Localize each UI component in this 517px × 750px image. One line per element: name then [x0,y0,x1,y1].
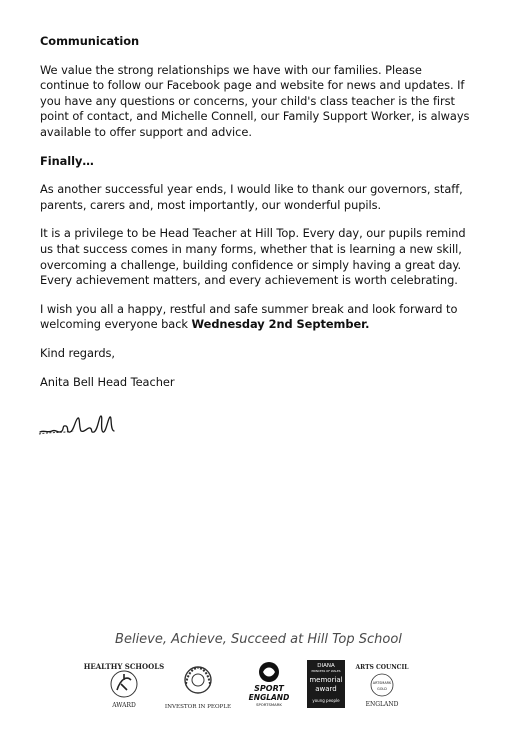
investor-in-people-logo-icon [160,660,236,712]
diana-line4-text: award [315,685,337,693]
healthy-schools-bottom-text: AWARD [112,702,136,709]
arts-middle1-text: ARTSMARK [372,681,392,685]
thanks-paragraph: As another successful year ends, I would like to thank our governors, staff, parents, carers and, most importantly, our wonderful pupils. [40,182,463,212]
privilege-paragraph: It is a privilege to be Head Teacher at Hill Top. Every day, our pupils remind us that success comes in many forms, whether that is learning a new skill, overcoming a challenge, building confidence or simply having a great day. Every achievement matters, and every achievement is worth celebrating. [40,226,466,288]
return-date: Wednesday 2nd September. [191,317,370,332]
summer-text: I wish you all a happy, restful and safe summer break and look forward to welcoming everyone back [40,301,458,332]
investor-text: INVESTOR IN PEOPLE [164,704,232,710]
summer-paragraph [40,302,470,333]
signature-icon [38,410,118,438]
diana-line1-text: DIANA [317,663,335,669]
communication-heading: Communication [40,34,140,48]
diana-line3-text: memorial [309,676,343,684]
healthy-schools-top-text: HEALTHY SCHOOLS [83,662,165,671]
communication-paragraph: We value the strong relationships we have with our families. Please continue to follow our Facebook page and website for news and updates. If you have any questions or concerns, your child's class teacher is the first point of contact, and Michelle Connell, our Family Support Worker, is always available to offer support and advice. [40,62,470,139]
school-motto: Believe, Achieve, Succeed at Hill Top School [115,632,402,647]
letter-body [40,34,470,403]
signoff-name: Anita Bell Head Teacher [40,374,175,389]
arts-middle2-text: GOLD [377,687,387,691]
diana-line2-text: PRINCESS OF WALES [311,669,341,673]
sport-line1-text: SPORT [254,684,284,693]
healthy-schools-logo-icon [83,660,165,712]
kind-regards: Kind regards, [40,345,115,360]
arts-bottom-text: ENGLAND [365,701,399,708]
sport-england-logo-icon [248,660,290,712]
diana-award-logo-icon [307,660,345,708]
finally-heading: Finally… [40,153,94,168]
arts-top-text: ARTS COUNCIL [355,664,409,671]
arts-council-logo-icon [356,660,408,712]
sport-line3-text: SPORTSMARK [256,702,282,707]
sport-line2-text: ENGLAND [248,693,290,702]
accreditation-logos [0,660,517,712]
diana-line5-text: young people [312,698,340,703]
